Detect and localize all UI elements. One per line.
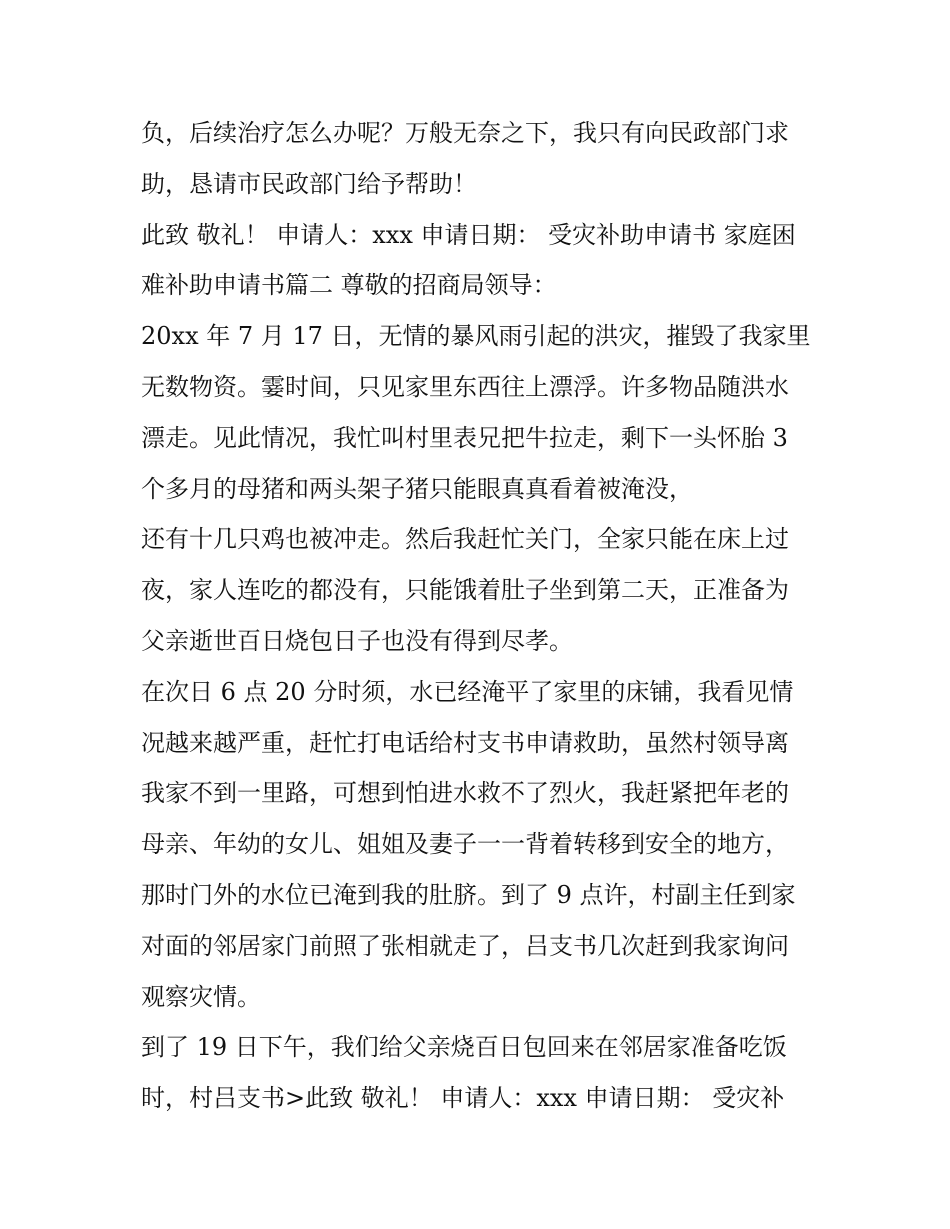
text-line-3: 此致 敬礼！ 申请人：xxx 申请日期： 受灾补助申请书 家庭困 xyxy=(141,220,796,249)
text-line-4: 难补助申请书篇二 尊敬的招商局领导： xyxy=(141,271,557,300)
text-line-2: 助，恳请市民政部门给予帮助！ xyxy=(141,169,477,198)
text-line-12: 在次日 6 点 20 分时须，水已经淹平了家里的床铺，我看见情 xyxy=(141,677,794,706)
document-body xyxy=(141,108,821,1124)
text-line-16: 那时门外的水位已淹到我的肚脐。到了 9 点许，村副主任到家 xyxy=(141,880,796,909)
text-line-9: 还有十几只鸡也被冲走。然后我赶忙关门，全家只能在床上过 xyxy=(141,525,789,554)
text-line-14: 我家不到一里路，可想到怕进水救不了烈火，我赶紧把年老的 xyxy=(141,779,789,808)
text-line-8: 个多月的母猪和两头架子猪只能眼真真看着被淹没， xyxy=(141,474,693,503)
text-line-15: 母亲、年幼的女儿、姐姐及妻子一一背着转移到安全的地方， xyxy=(141,830,789,859)
text-line-11: 父亲逝世百日烧包日子也没有得到尽孝。 xyxy=(141,626,573,655)
text-line-10: 夜，家人连吃的都没有，只能饿着肚子坐到第二天，正准备为 xyxy=(141,576,789,605)
text-line-19: 到了 19 日下午，我们给父亲烧百日包回来在邻居家准备吃饭 xyxy=(141,1033,787,1062)
text-line-7: 漂走。见此情况，我忙叫村里表兄把牛拉走，剩下一头怀胎 3 xyxy=(141,423,788,452)
text-line-1: 负，后续治疗怎么办呢？万般无奈之下，我只有向民政部门求 xyxy=(141,119,789,147)
text-line-13: 况越来越严重，赶忙打电话给村支书申请救助，虽然村领导离 xyxy=(141,728,789,757)
text-line-6: 无数物资。霎时间，只见家里东西往上漂浮。许多物品随洪水 xyxy=(141,372,789,401)
text-line-17: 对面的邻居家门前照了张相就走了，吕支书几次赶到我家询问 xyxy=(141,931,789,960)
text-line-18: 观察灾情。 xyxy=(141,982,261,1011)
text-line-20: 时，村吕支书>此致 敬礼！ 申请人：xxx 申请日期： 受灾补 xyxy=(141,1084,785,1113)
text-line-5: 20xx 年 7 月 17 日，无情的暴风雨引起的洪灾，摧毁了我家里 xyxy=(141,322,811,351)
